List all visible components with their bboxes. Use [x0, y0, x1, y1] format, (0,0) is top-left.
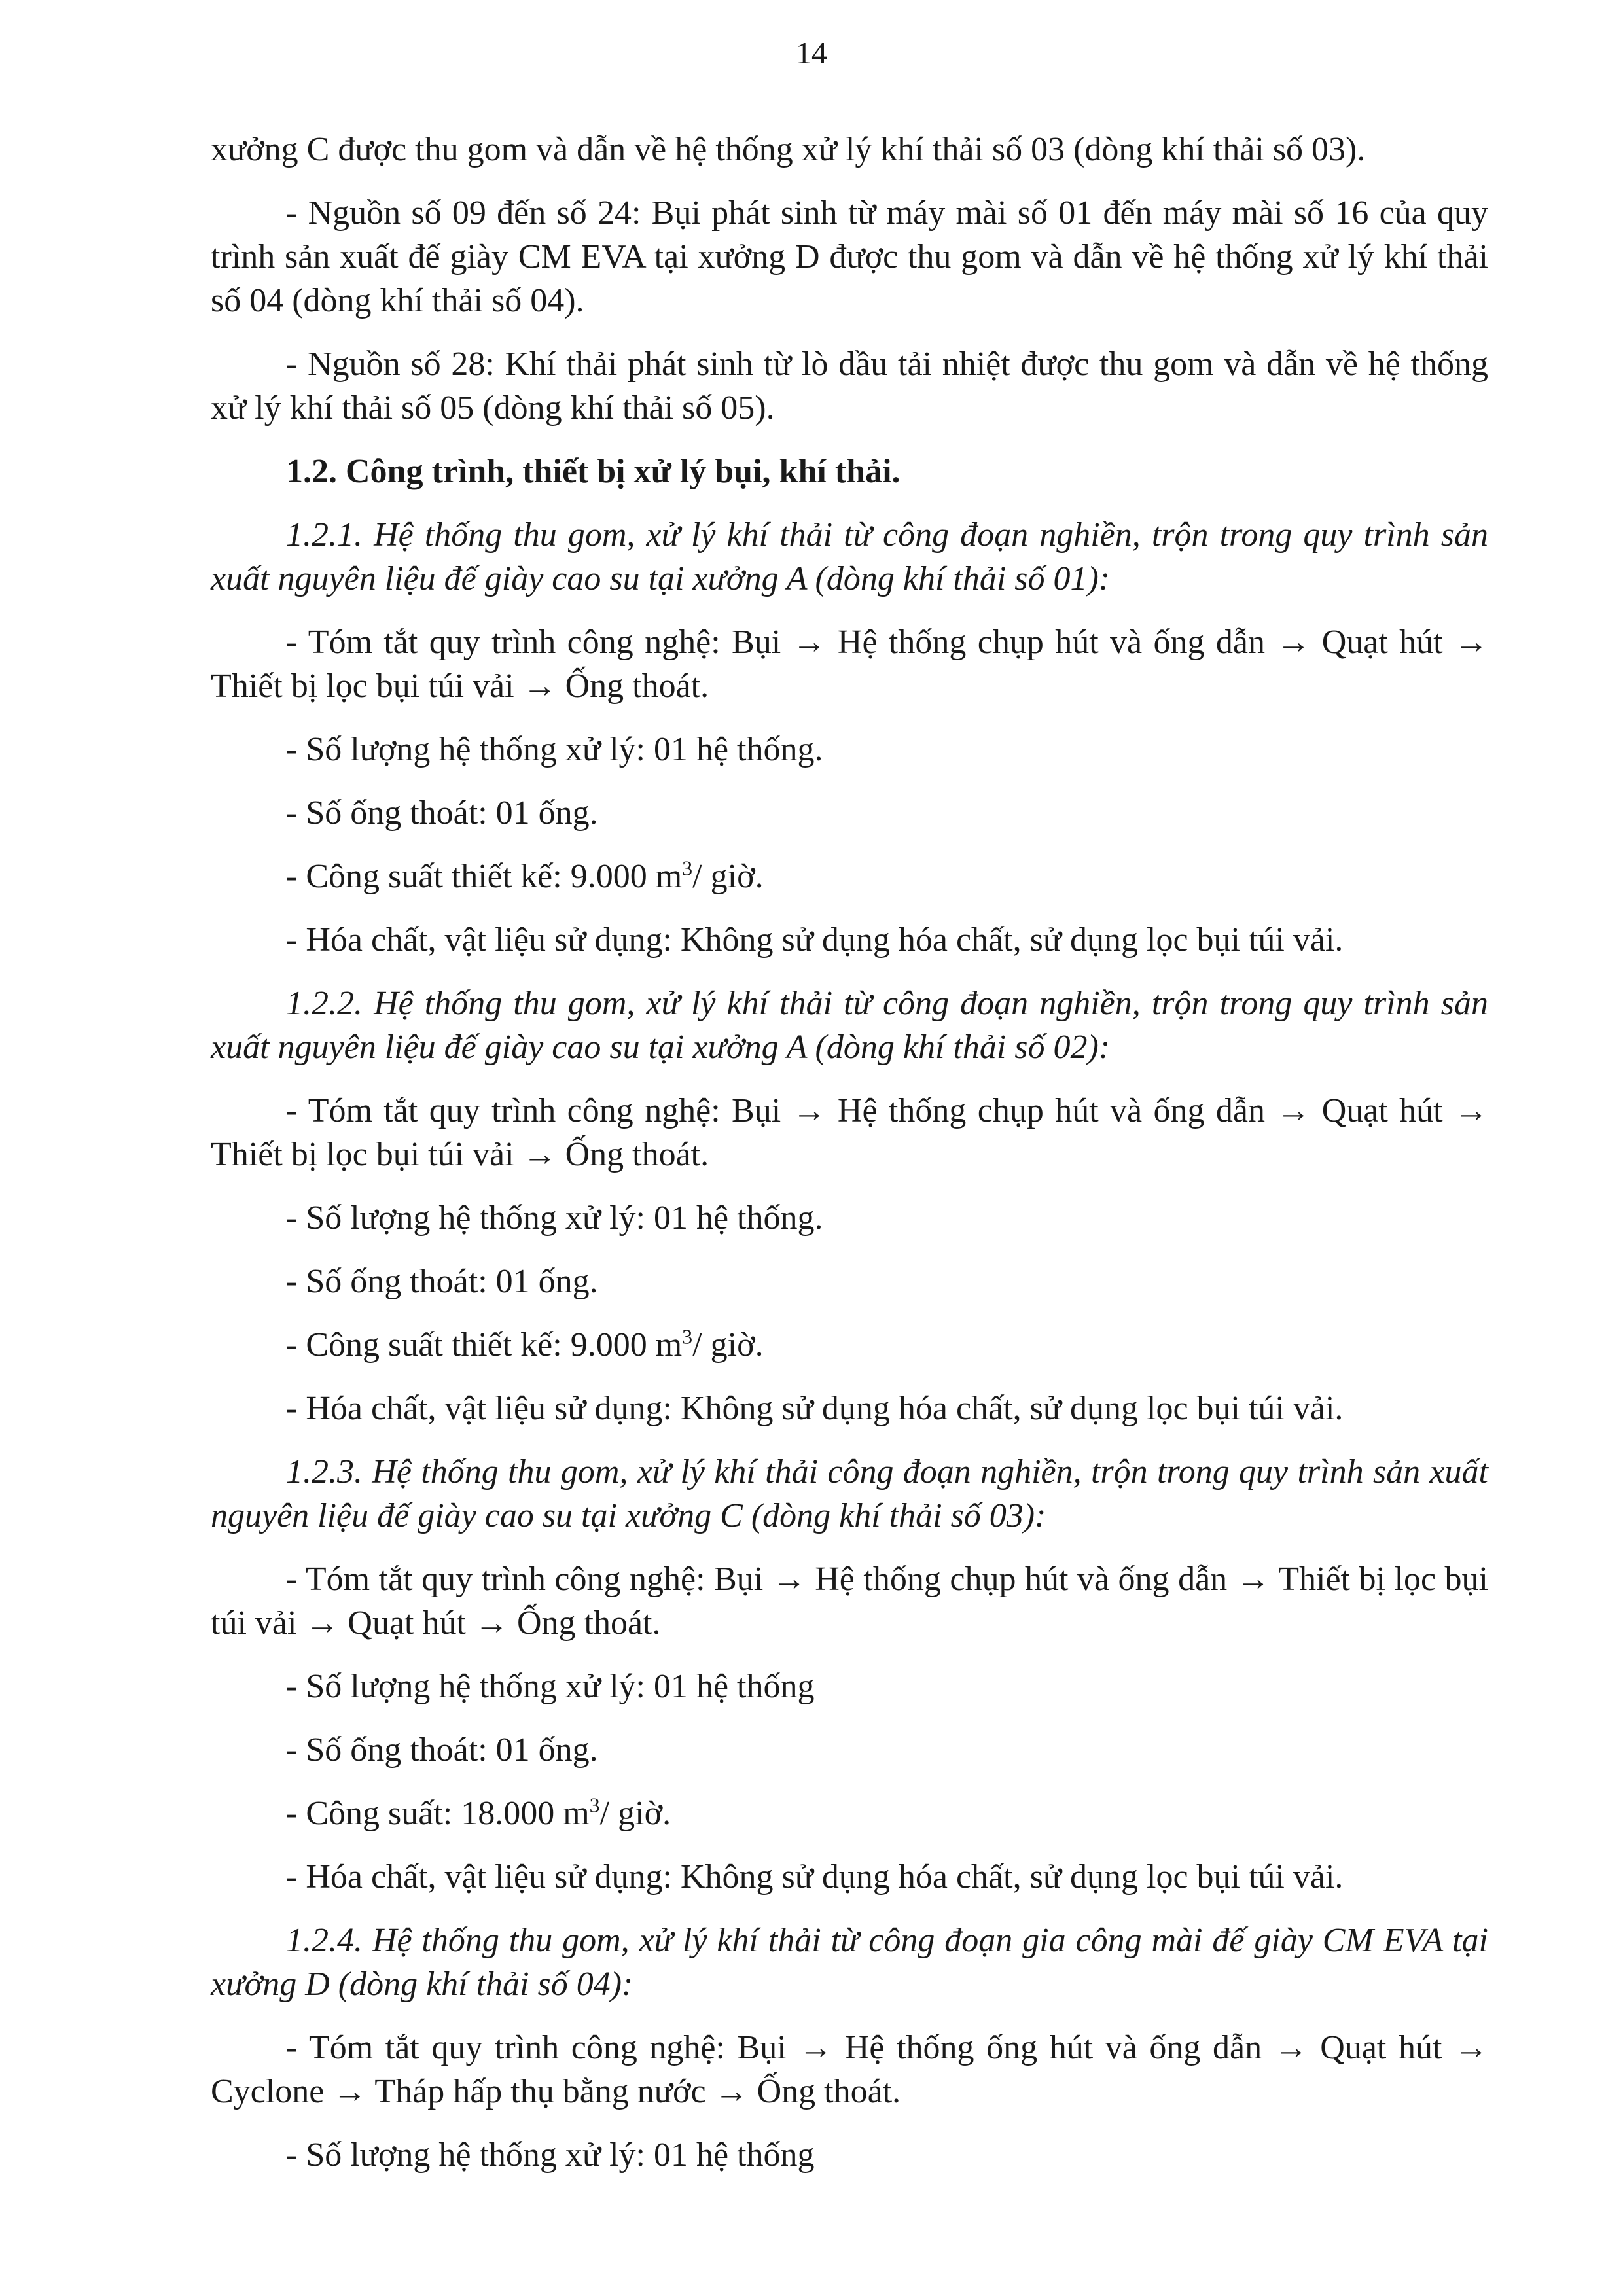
chemicals-used: - Hóa chất, vật liệu sử dụng: Không sử dụng hóa chất, sử dụng lọc bụi túi vải.	[286, 921, 1344, 959]
capacity-exponent: 3	[589, 1793, 600, 1817]
subsection-title-1-2-3: 1.2.3. Hệ thống thu gom, xử lý khí thải công đoạn nghiền, trộn trong quy trình sản xuất nguyên liệu đế giày cao su tại xưởng C (dòng khí thải số 03):	[211, 1453, 1488, 1534]
capacity-unit: / giờ.	[599, 1795, 671, 1832]
capacity-exponent: 3	[682, 856, 693, 880]
chemicals-used: - Hóa chất, vật liệu sử dụng: Không sử dụng hóa chất, sử dụng lọc bụi túi vải.	[286, 1858, 1344, 1896]
exhaust-pipe-count: - Số ống thoát: 01 ống.	[286, 1263, 598, 1300]
capacity-text: - Công suất thiết kế: 9.000 m	[286, 1326, 683, 1364]
chemicals-used: - Hóa chất, vật liệu sử dụng: Không sử dụng hóa chất, sử dụng lọc bụi túi vải.	[286, 1390, 1344, 1427]
system-count: - Số lượng hệ thống xử lý: 01 hệ thống	[286, 1668, 815, 1705]
system-count: - Số lượng hệ thống xử lý: 01 hệ thống	[286, 2136, 815, 2174]
system-count: - Số lượng hệ thống xử lý: 01 hệ thống.	[286, 731, 823, 768]
capacity-exponent: 3	[682, 1324, 693, 1349]
section-heading: 1.2. Công trình, thiết bị xử lý bụi, khí thải.	[286, 453, 901, 490]
capacity-text: - Công suất: 18.000 m	[286, 1795, 590, 1832]
process-summary: - Tóm tắt quy trình công nghệ: Bụi → Hệ thống chụp hút và ống dẫn → Thiết bị lọc bụi túi vải → Quạt hút → Ống thoát.	[211, 1561, 1488, 1642]
design-capacity	[211, 1792, 1488, 1835]
paragraph-source-09-24: - Nguồn số 09 đến số 24: Bụi phát sinh từ máy mài số 01 đến máy mài số 16 của quy trình sản xuất đế giày CM EVA tại xưởng D được thu gom và dẫn về hệ thống xử lý khí thải số 04 (dòng khí thải số 04).	[211, 194, 1488, 319]
process-summary: - Tóm tắt quy trình công nghệ: Bụi → Hệ thống chụp hút và ống dẫn → Quạt hút → Thiết bị lọc bụi túi vải → Ống thoát.	[211, 624, 1488, 705]
capacity-text: - Công suất thiết kế: 9.000 m	[286, 858, 683, 895]
subsection-title-1-2-4: 1.2.4. Hệ thống thu gom, xử lý khí thải từ công đoạn gia công mài đế giày CM EVA tại xưởng D (dòng khí thải số 04):	[211, 1922, 1488, 2003]
capacity-unit: / giờ.	[692, 858, 764, 895]
page-number: 14	[796, 36, 827, 71]
paragraph-source-28: - Nguồn số 28: Khí thải phát sinh từ lò dầu tải nhiệt được thu gom và dẫn về hệ thống xử lý khí thải số 05 (dòng khí thải số 05).	[211, 345, 1488, 427]
process-summary: - Tóm tắt quy trình công nghệ: Bụi → Hệ thống chụp hút và ống dẫn → Quạt hút → Thiết bị lọc bụi túi vải → Ống thoát.	[211, 1092, 1488, 1173]
design-capacity	[211, 855, 1488, 898]
exhaust-pipe-count: - Số ống thoát: 01 ống.	[286, 1731, 598, 1769]
capacity-unit: / giờ.	[692, 1326, 764, 1364]
paragraph-source-03-continuation: xưởng C được thu gom và dẫn về hệ thống xử lý khí thải số 03 (dòng khí thải số 03).	[211, 131, 1366, 168]
system-count: - Số lượng hệ thống xử lý: 01 hệ thống.	[286, 1199, 823, 1237]
document-body	[211, 128, 1488, 2197]
process-summary: - Tóm tắt quy trình công nghệ: Bụi → Hệ thống ống hút và ống dẫn → Quạt hút → Cyclone → Tháp hấp thụ bằng nước → Ống thoát.	[211, 2029, 1488, 2110]
subsection-title-1-2-1: 1.2.1. Hệ thống thu gom, xử lý khí thải từ công đoạn nghiền, trộn trong quy trình sản xuất nguyên liệu đế giày cao su tại xưởng A (dòng khí thải số 01):	[211, 516, 1488, 597]
exhaust-pipe-count: - Số ống thoát: 01 ống.	[286, 794, 598, 832]
design-capacity	[211, 1323, 1488, 1367]
subsection-title-1-2-2: 1.2.2. Hệ thống thu gom, xử lý khí thải từ công đoạn nghiền, trộn trong quy trình sản xuất nguyên liệu đế giày cao su tại xưởng A (dòng khí thải số 02):	[211, 985, 1488, 1066]
